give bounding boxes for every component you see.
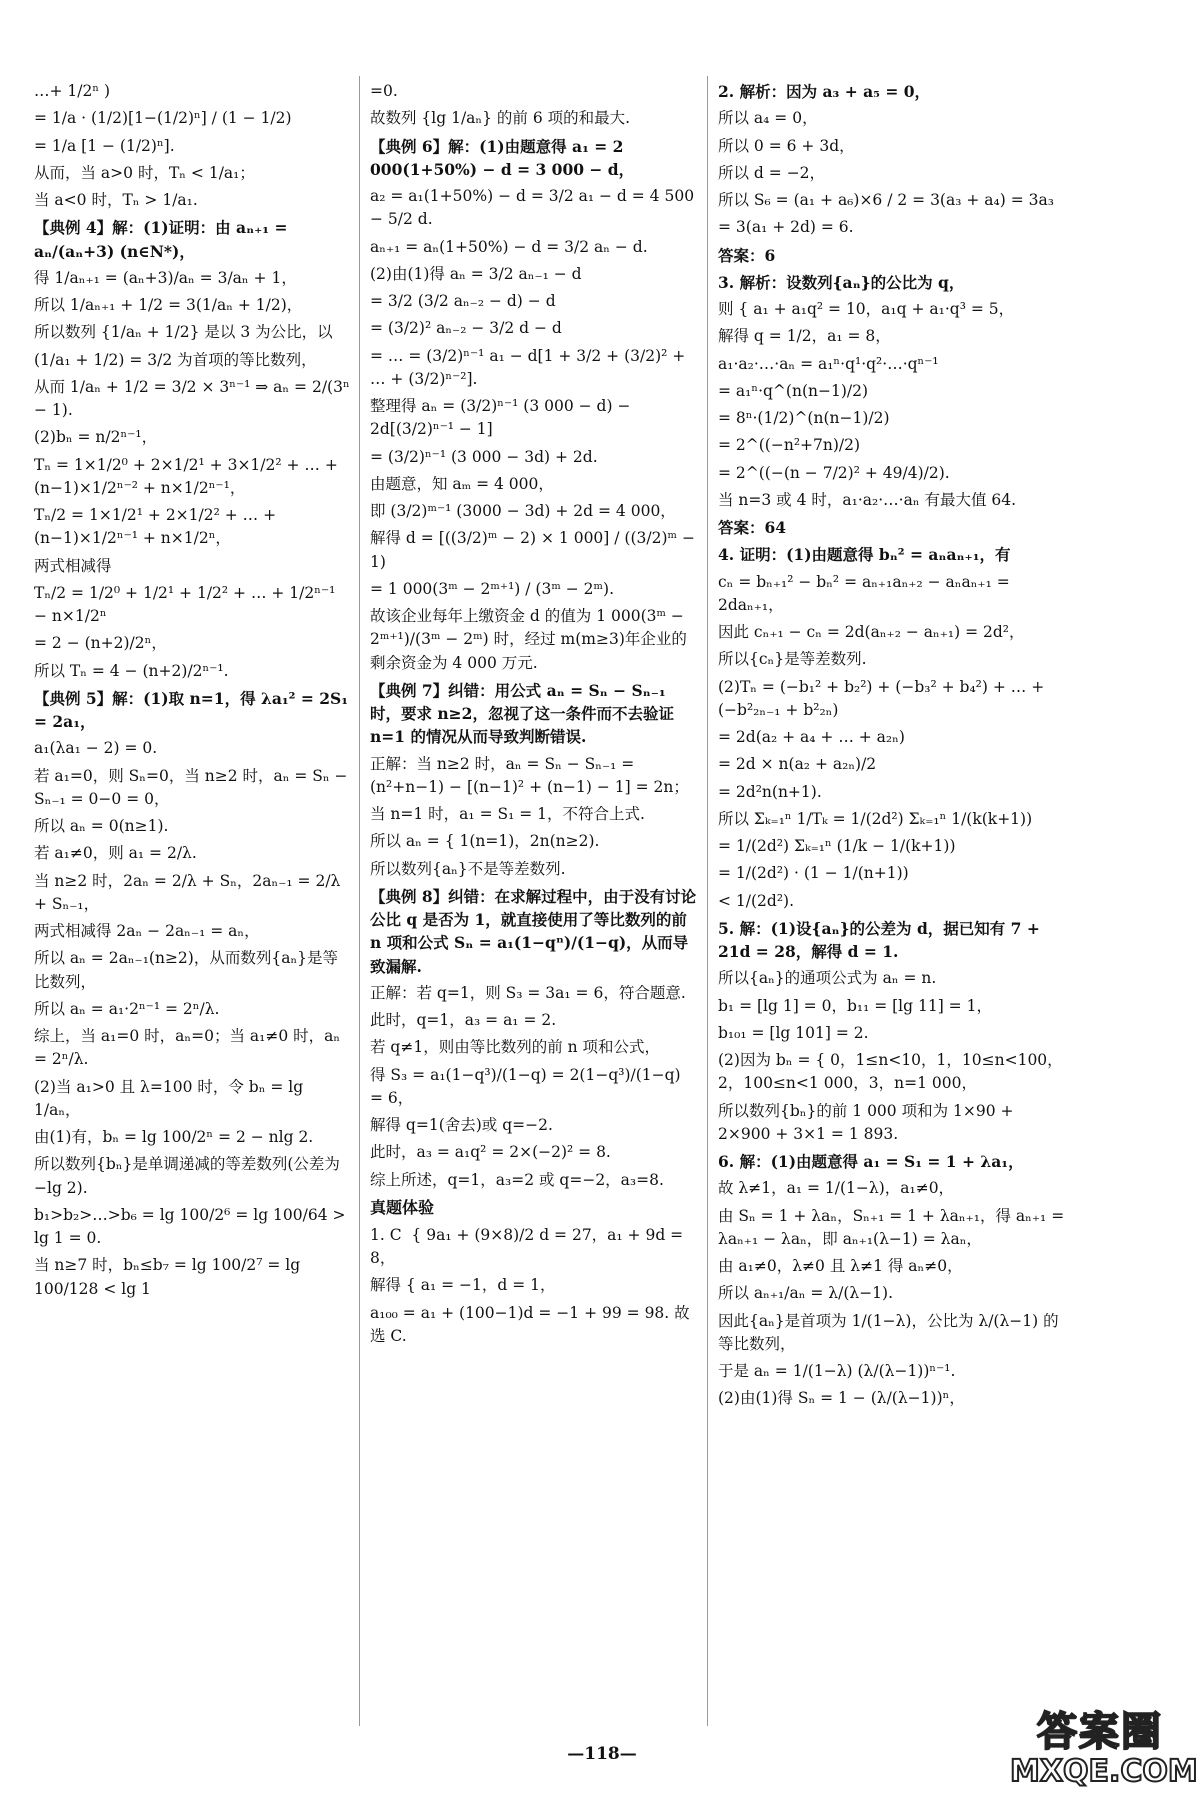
solution-line: =0.	[370, 82, 398, 100]
solution-line: = (3/2)² aₙ₋₂ − 3/2 d − d	[370, 319, 562, 338]
solution-line: = 1/a · (1/2)[1−(1/2)ⁿ] / (1 − 1/2)	[34, 109, 292, 128]
solution-line: (1/a₁ + 1/2) = 3/2 为首项的等比数列，	[34, 350, 317, 369]
solution-line: 两式相减得	[34, 556, 112, 575]
solution-line: 解得 q = 1/2，a₁ = 8，	[718, 327, 891, 346]
solution-line: b₁ = [lg 1] = 0，b₁₁ = [lg 11] = 1，	[718, 996, 992, 1015]
solution-line: 故 λ≠1，a₁ = 1/(1−λ)，a₁≠0，	[718, 1179, 955, 1198]
solution-line: 从而，当 a>0 时，Tₙ < 1/a₁；	[34, 163, 255, 182]
solution-line: a₁(λa₁ − 2) = 0.	[34, 739, 158, 758]
solution-line: 由题意，知 aₘ = 4 000，	[370, 474, 554, 493]
column-right	[718, 80, 1070, 1415]
solution-line: = 2d(a₂ + a₄ + … + a₂ₙ)	[718, 728, 905, 746]
solution-line: 1. C { 9a₁ + (9×8)/2 d = 27，a₁ + 9d = 8，	[370, 1225, 689, 1267]
solution-line: 所以数列 {1/aₙ + 1/2} 是以 3 为公比，以	[34, 323, 333, 342]
solution-line: = 1/(2d²) Σₖ₌₁ⁿ (1/k − 1/(k+1))	[718, 837, 956, 855]
solution-line: 若 a₁=0，则 Sₙ=0，当 n≥2 时，aₙ = Sₙ − Sₙ₋₁ = 0−0 = 0，	[34, 766, 353, 808]
solution-line: (2)当 a₁>0 且 λ=100 时，令 bₙ = lg 1/aₙ，	[34, 1077, 309, 1119]
solution-line: (2)因为 bₙ = { 0，1≤n<10，1，10≤n<100，2，100≤n<1 000，3，n=1 000，	[718, 1051, 1063, 1093]
solution-heading-line: 2. 解析：因为 a₃ + a₅ = 0，	[718, 82, 930, 101]
solution-line: 此时，q=1，a₃ = a₁ = 2.	[370, 1011, 557, 1029]
solution-line: = 3/2 (3/2 aₙ₋₂ − d) − d	[370, 292, 556, 310]
solution-line: 则 { a₁ + a₁q² = 10，a₁q + a₁·q³ = 5，	[718, 300, 1015, 318]
solution-line: = a₁ⁿ·q^(n(n−1)/2)	[718, 381, 868, 400]
solution-line: 所以 1/aₙ₊₁ + 1/2 = 3(1/aₙ + 1/2)，	[34, 296, 303, 314]
solution-line: 若 q≠1，则由等比数列的前 n 项和公式，	[370, 1038, 661, 1057]
solution-line: 得 1/aₙ₊₁ = (aₙ+3)/aₙ = 3/aₙ + 1，	[34, 268, 297, 287]
column-left	[34, 80, 355, 1305]
solution-line: 所以 Tₙ = 4 − (n+2)/2ⁿ⁻¹.	[34, 661, 229, 680]
solution-line: 此时，a₃ = a₁q² = 2×(−2)² = 8.	[370, 1143, 611, 1162]
solution-line: 由 a₁≠0，λ≠0 且 λ≠1 得 aₙ≠0，	[718, 1257, 963, 1275]
solution-line: 正解：当 n≥2 时，aₙ = Sₙ − Sₙ₋₁ = (n²+n−1) − [(n−1)² + (n−1) − 1] = 2n；	[370, 754, 689, 796]
solution-line: 所以 S₆ = (a₁ + a₆)×6 / 2 = 3(a₃ + a₄) = 3a₃	[718, 191, 1054, 209]
solution-line: 所以 aₙ = { 1(n=1)，2n(n≥2).	[370, 832, 600, 851]
solution-line: 解得 { a₁ = −1，d = 1，	[370, 1276, 556, 1295]
solution-line: 故数列 {lg 1/aₙ} 的前 6 项的和最大.	[370, 109, 631, 128]
solution-line: 整理得 aₙ = (3/2)ⁿ⁻¹ (3 000 − d) − 2d[(3/2)ⁿ⁻¹ − 1]	[370, 397, 636, 439]
solution-heading-line: 答案：64	[718, 518, 787, 537]
solution-line: 当 n=1 时，a₁ = S₁ = 1，不符合上式.	[370, 805, 645, 823]
solution-line: 由(1)有，bₙ = lg 100/2ⁿ = 2 − nlg 2.	[34, 1128, 314, 1146]
solution-line: = 1/(2d²) · (1 − 1/(n+1))	[718, 864, 909, 883]
solution-line: a₁₀₀ = a₁ + (100−1)d = −1 + 99 = 98. 故选 C.	[370, 1303, 690, 1345]
solution-heading-line: 6. 解：(1)由题意得 a₁ = S₁ = 1 + λa₁，	[718, 1152, 1024, 1171]
solution-line: (2)bₙ = n/2ⁿ⁻¹，	[34, 428, 158, 447]
solution-line: = 2d × n(a₂ + a₂ₙ)/2	[718, 755, 877, 774]
solution-line: 因此 cₙ₊₁ − cₙ = 2d(aₙ₊₂ − aₙ₊₁) = 2d²，	[718, 623, 1025, 641]
solution-heading-line: 【典例 4】解：(1)证明：由 aₙ₊₁ = aₙ/(aₙ+3) (n∈N*)，	[34, 218, 293, 261]
solution-heading-line: 4. 证明：(1)由题意得 bₙ² = aₙaₙ₊₁，有	[718, 545, 1011, 565]
solution-line: = 2d²n(n+1).	[718, 782, 822, 801]
solution-line: 所以{cₙ}是等差数列.	[718, 650, 867, 669]
solution-line: a₂ = a₁(1+50%) − d = 3/2 a₁ − d = 4 500 − 5/2 d.	[370, 187, 699, 229]
section-heading: 真题体验	[370, 1197, 435, 1217]
solution-line: = 2 − (n+2)/2ⁿ，	[34, 634, 167, 653]
solution-line: 所以数列{aₙ}不是等差数列.	[370, 859, 566, 878]
solution-line: b₁>b₂>…>b₆ = lg 100/2⁶ = lg 100/64 > lg 1 = 0.	[34, 1205, 351, 1247]
solution-line: 于是 aₙ = 1/(1−λ) (λ/(λ−1))ⁿ⁻¹.	[718, 1362, 956, 1380]
solution-heading-line: 5. 解：(1)设{aₙ}的公差为 d，据已知有 7 + 21d = 28，解得 d = 1.	[718, 918, 1046, 961]
solution-line: 当 n≥2 时，2aₙ = 2/λ + Sₙ，2aₙ₋₁ = 2/λ + Sₙ₋₁，	[34, 871, 346, 913]
solution-line: = 3(a₁ + 2d) = 6.	[718, 218, 854, 237]
solution-line: 综上，当 a₁=0 时，aₙ=0；当 a₁≠0 时，aₙ = 2ⁿ/λ.	[34, 1027, 345, 1069]
solution-line: 所以 aₙ = 2aₙ₋₁(n≥2)，从而数列{aₙ}是等比数列，	[34, 949, 339, 991]
solution-line: 得 S₃ = a₁(1−q³)/(1−q) = 2(1−q³)/(1−q) = 6，	[370, 1065, 686, 1107]
solution-line: 因此{aₙ}是首项为 1/(1−λ)，公比为 λ/(λ−1) 的等比数列，	[718, 1311, 1059, 1353]
solution-line: 若 a₁≠0，则 a₁ = 2/λ.	[34, 844, 197, 863]
solution-line: 综上所述，q=1，a₃=2 或 q=−2，a₃=8.	[370, 1170, 664, 1189]
solution-line: 当 n=3 或 4 时，a₁·a₂·…·aₙ 有最大值 64.	[718, 490, 1017, 509]
solution-line: 所以 Σₖ₌₁ⁿ 1/Tₖ = 1/(2d²) Σₖ₌₁ⁿ 1/(k(k+1))	[718, 809, 1033, 828]
column-divider	[359, 76, 360, 1726]
solution-line: 当 n≥7 时，bₙ≤b₇ = lg 100/2⁷ = lg 100/128 < lg 1	[34, 1256, 306, 1298]
solution-line: 所以 aₙ = 0(n≥1).	[34, 817, 169, 835]
solution-line: cₙ = bₙ₊₁² − bₙ² = aₙ₊₁aₙ₊₂ − aₙaₙ₊₁ = 2daₙ₊₁，	[718, 572, 1015, 614]
solution-line: = 2^((−(n − 7/2)² + 49/4)/2).	[718, 463, 950, 482]
watermark-logo	[1010, 1700, 1198, 1792]
solution-line: = 8ⁿ·(1/2)^(n(n−1)/2)	[718, 409, 890, 427]
solution-heading-line: 【典例 6】解：(1)由题意得 a₁ = 2 000(1+50%) − d = 3 000 − d，	[370, 136, 635, 179]
solution-line: 所以{aₙ}的通项公式为 aₙ = n.	[718, 969, 937, 988]
solution-line: …+ 1/2ⁿ )	[34, 82, 111, 100]
solution-heading-line: 【典例 8】纠错：在求解过程中，由于没有讨论公比 q 是否为 1，就直接使用了等比数列的前 n 项和公式 Sₙ = a₁(1−qⁿ)/(1−q)，从而导致漏解.	[370, 886, 697, 976]
solution-line: Tₙ/2 = 1×1/2¹ + 2×1/2² + … + (n−1)×1/2ⁿ⁻¹ + n×1/2ⁿ，	[34, 506, 282, 548]
solution-line: = … = (3/2)ⁿ⁻¹ a₁ − d[1 + 3/2 + (3/2)² + … + (3/2)ⁿ⁻²].	[370, 346, 691, 388]
solution-line: b₁₀₁ = [lg 101] = 2.	[718, 1023, 869, 1042]
watermark-text-zh: 答案圈	[1037, 1709, 1163, 1755]
solution-line: 两式相减得 2aₙ − 2aₙ₋₁ = aₙ，	[34, 922, 260, 940]
solution-line: = 1 000(3ᵐ − 2ᵐ⁺¹) / (3ᵐ − 2ᵐ).	[370, 579, 615, 598]
solution-line: 所以 aₙ = a₁·2ⁿ⁻¹ = 2ⁿ/λ.	[34, 999, 220, 1018]
solution-line: = 1/a [1 − (1/2)ⁿ].	[34, 136, 175, 155]
solution-line: 解得 d = [((3/2)ᵐ − 2) × 1 000] / ((3/2)ᵐ − 1)	[370, 529, 700, 571]
solution-line: 所以 0 = 6 + 3d，	[718, 136, 855, 155]
solution-line: aₙ₊₁ = aₙ(1+50%) − d = 3/2 aₙ − d.	[370, 237, 648, 256]
solution-heading-line: 答案：6	[718, 245, 776, 265]
solution-line: Tₙ/2 = 1/2⁰ + 1/2¹ + 1/2² + … + 1/2ⁿ⁻¹ − n×1/2ⁿ	[34, 583, 341, 625]
solution-line: < 1/(2d²).	[718, 891, 795, 910]
solution-line: 所以数列{bₙ}是单调递减的等差数列(公差为 −lg 2).	[34, 1155, 345, 1197]
column-divider	[707, 76, 708, 1726]
solution-line: 所以 aₙ₊₁/aₙ = λ/(λ−1).	[718, 1284, 894, 1303]
solution-heading-line: 【典例 5】解：(1)取 n=1，得 λa₁² = 2S₁ = 2a₁，	[34, 688, 354, 731]
solution-line: 由 Sₙ = 1 + λaₙ，Sₙ₊₁ = 1 + λaₙ₊₁，得 aₙ₊₁ = λaₙ₊₁ − λaₙ，即 aₙ₊₁(λ−1) = λaₙ，	[718, 1206, 1070, 1248]
solution-line: (2)Tₙ = (−b₁² + b₂²) + (−b₃² + b₄²) + … + (−b²₂ₙ₋₁ + b²₂ₙ)	[718, 677, 1050, 719]
solution-line: 故该企业每年上缴资金 d 的值为 1 000(3ᵐ − 2ᵐ⁺¹)/(3ᵐ − 2ᵐ) 时，经过 m(m≥3)年企业的剩余资金为 4 000 万元.	[370, 607, 689, 672]
solution-heading-line: 【典例 7】纠错：用公式 aₙ = Sₙ − Sₙ₋₁ 时，要求 n≥2，忽视了这一条件而不去验证 n=1 的情况从而导致判断错误.	[370, 680, 680, 747]
column-middle	[370, 80, 698, 1352]
solution-line: a₁·a₂·…·aₙ = a₁ⁿ·q¹·q²·…·qⁿ⁻¹	[718, 354, 939, 373]
solution-line: (2)由(1)得 Sₙ = 1 − (λ/(λ−1))ⁿ，	[718, 1389, 965, 1408]
solution-line: 正解：若 q=1，则 S₃ = 3a₁ = 6，符合题意.	[370, 983, 686, 1002]
solution-line: 解得 q=1(舍去)或 q=−2.	[370, 1116, 553, 1134]
solution-line: = 2^((−n²+7n)/2)	[718, 436, 861, 455]
solution-line: 所以 d = −2，	[718, 163, 826, 182]
solution-line: 从而 1/aₙ + 1/2 = 3/2 × 3ⁿ⁻¹ ⇒ aₙ = 2/(3ⁿ − 1).	[34, 377, 355, 419]
solution-heading-line: 3. 解析：设数列{aₙ}的公比为 q，	[718, 272, 965, 292]
solution-line: 即 (3/2)ᵐ⁻¹ (3000 − 3d) + 2d = 4 000，	[370, 502, 676, 520]
solution-line: 当 a<0 时，Tₙ > 1/a₁.	[34, 191, 198, 209]
solution-line: 所以数列{bₙ}的前 1 000 项和为 1×90 + 2×900 + 3×1 = 1 893.	[718, 1101, 1019, 1143]
solution-line: 所以 a₄ = 0，	[718, 109, 818, 128]
solution-line: = (3/2)ⁿ⁻¹ (3 000 − 3d) + 2d.	[370, 447, 598, 466]
solution-line: Tₙ = 1×1/2⁰ + 2×1/2¹ + 3×1/2² + … + (n−1)×1/2ⁿ⁻² + n×1/2ⁿ⁻¹，	[34, 455, 343, 497]
page-number: —118—	[567, 1744, 637, 1764]
solution-line: (2)由(1)得 aₙ = 3/2 aₙ₋₁ − d	[370, 264, 582, 283]
watermark-text-en: MXQE.COM	[1010, 1754, 1198, 1789]
